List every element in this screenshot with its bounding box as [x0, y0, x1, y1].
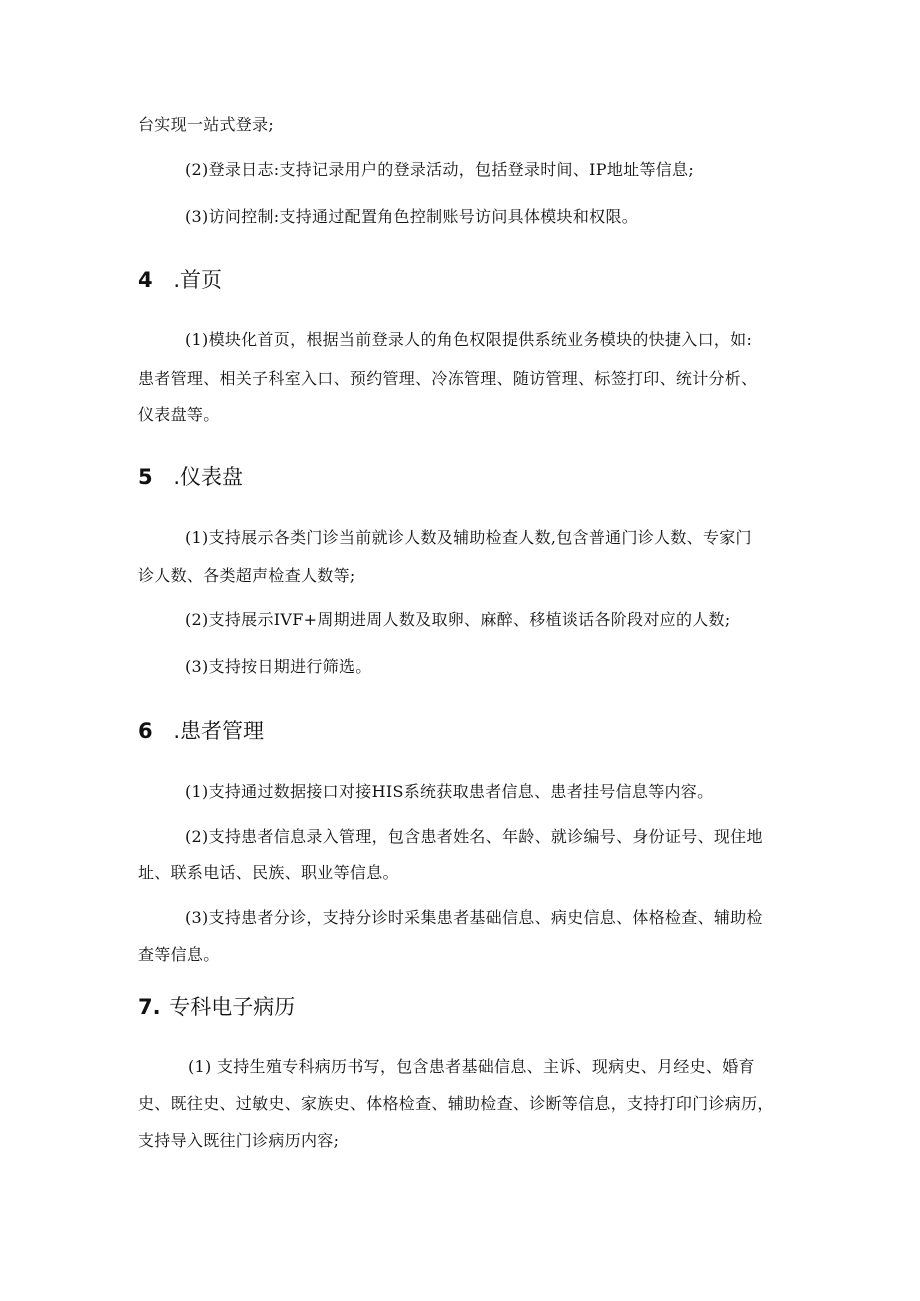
section-number: 6: [138, 719, 153, 743]
section-title: .仪表盘: [173, 465, 243, 489]
paragraph-line: (1)模块化首页，根据当前登录人的角色权限提供系统业务模块的快捷入口，如:: [185, 330, 753, 349]
section-title: .首页: [173, 268, 222, 292]
paragraph-line: 诊人数、各类超声检查人数等;: [138, 566, 356, 585]
section-heading-4: [138, 266, 222, 294]
section-heading-6: [138, 717, 264, 745]
paragraph-line: (1) 支持生殖专科病历书写，包含患者基础信息、主诉、现病史、月经史、婚育: [188, 1057, 755, 1076]
paragraph-line: 台实现一站式登录;: [138, 115, 275, 134]
section-title: .患者管理: [173, 719, 264, 743]
paragraph-line: 支持导入既往门诊病历内容;: [138, 1131, 340, 1150]
section-title: 专科电子病历: [169, 995, 296, 1019]
paragraph-line: (3)访问控制:支持通过配置角色控制账号访问具体模块和权限。: [185, 207, 639, 226]
paragraph-line: (2)支持患者信息录入管理，包含患者姓名、年龄、就诊编号、身份证号、现住地: [185, 827, 763, 846]
section-number: 7.: [138, 995, 161, 1019]
paragraph-line: (2)登录日志:支持记录用户的登录活动，包括登录时间、IP地址等信息;: [185, 160, 695, 179]
paragraph-line: 患者管理、相关子科室入口、预约管理、冷冻管理、随访管理、标签打印、统计分析、: [138, 369, 758, 388]
paragraph-line: (1)支持展示各类门诊当前就诊人数及辅助检查人数,包含普通门诊人数、专家门: [185, 528, 752, 547]
paragraph-line: 查等信息。: [138, 945, 220, 964]
section-heading-7: [138, 993, 295, 1021]
section-number: 5: [138, 465, 153, 489]
paragraph-line: 史、既往史、过敏史、家族史、体格检查、辅助检查、诊断等信息，支持打印门诊病历，: [138, 1094, 774, 1113]
section-number: 4: [138, 268, 153, 292]
paragraph-line: 仪表盘等。: [138, 405, 220, 424]
paragraph-line: (2)支持展示IVF+周期进周人数及取卵、麻醉、移植谈话各阶段对应的人数;: [185, 610, 731, 629]
paragraph-line: 址、联系电话、民族、职业等信息。: [138, 863, 399, 882]
section-heading-5: [138, 463, 243, 491]
paragraph-line: (3)支持按日期进行筛选。: [185, 657, 372, 676]
paragraph-line: (1)支持通过数据接口对接HIS系统获取患者信息、患者挂号信息等内容。: [185, 782, 714, 801]
paragraph-line: (3)支持患者分诊，支持分诊时采集患者基础信息、病史信息、体格检查、辅助检: [185, 908, 763, 927]
